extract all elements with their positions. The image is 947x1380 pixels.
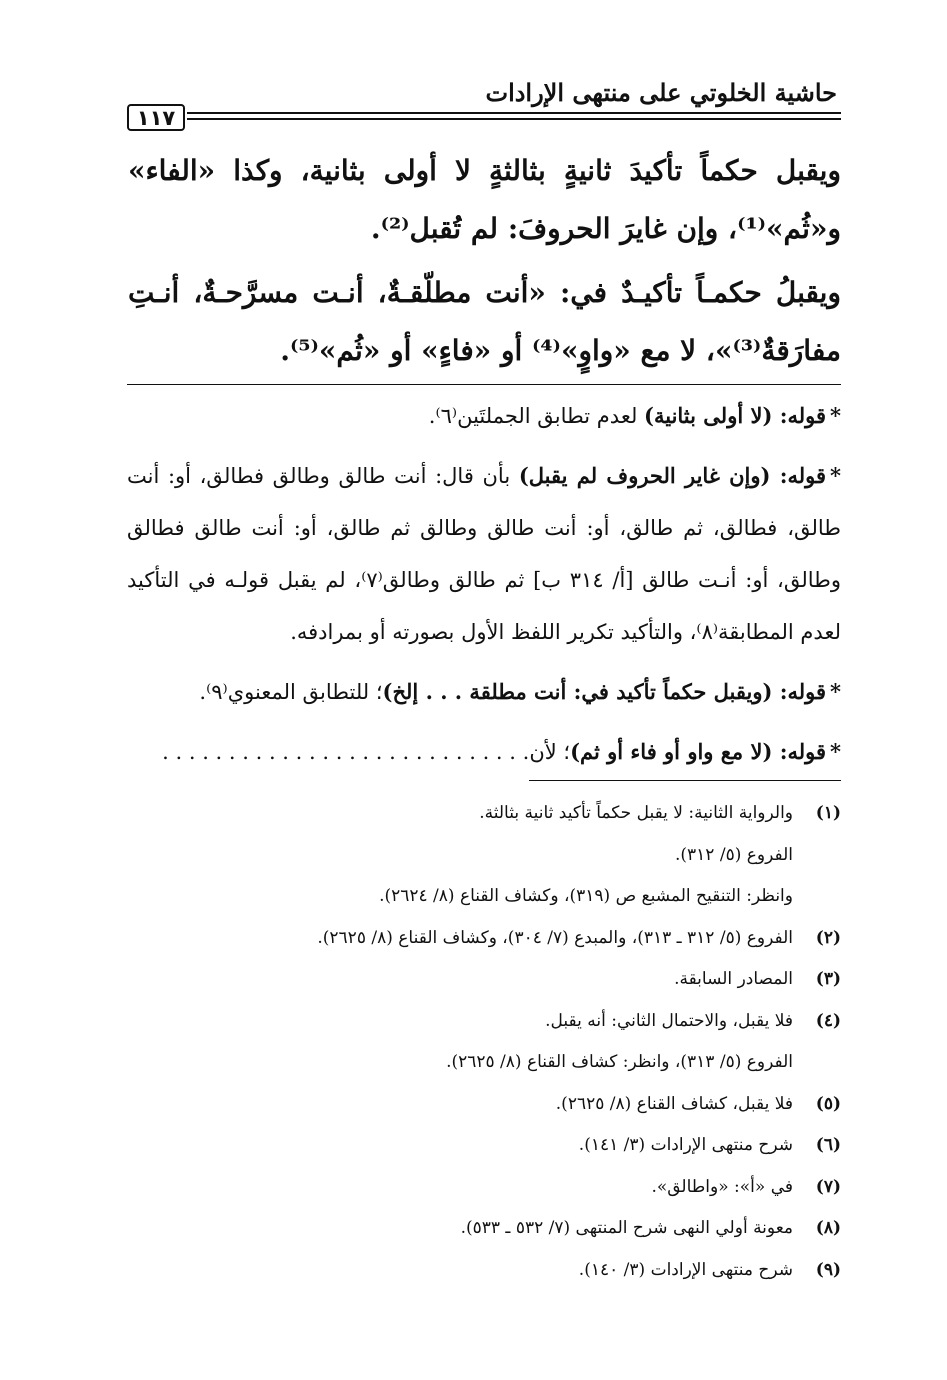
footnote-text: فلا يقبل، والاحتمال الثاني: أنه يقبل. [545, 1010, 793, 1031]
footnote-number: (٧) [815, 1176, 841, 1197]
footnote-text: والرواية الثانية: لا يقبل حكماً تأكيد ثانية بثالثة. [479, 803, 793, 823]
footnote-9 [127, 1250, 841, 1292]
footnote-number: (٨) [815, 1218, 841, 1238]
footnote-text: فلا يقبل، كشاف القناع (٨/ ٢٦٢٥). [555, 1093, 793, 1114]
commentary-lemma: قوله: (وإن غاير الحروف لم يقبل) [518, 463, 827, 488]
footnote-number: (٥) [815, 1093, 841, 1114]
footnote-text: في «أ»: «واطالق». [651, 1176, 793, 1197]
footnote-continuation: الفروع (٥/ ٣١٢). [674, 844, 793, 865]
footnote-divider [529, 780, 841, 781]
commentary-text: ؛ للتطابق المعنوي⁽٩⁾. [199, 680, 383, 704]
footnote-8 [127, 1208, 841, 1250]
section-divider [127, 384, 841, 385]
commentary-item [127, 390, 841, 442]
main-paragraph-2: ويقبلُ حكمـاً تأكيـدٌ في: «أنت مطلّقـةٌ، أنـت مسرَّحـةٌ، أنـتِ مفارَقةٌ⁽³⁾»، لا مع «واوٍ»⁽⁴⁾ أو «فاءٍ» أو «ثُم»⁽⁵⁾. [128, 276, 841, 367]
footnote-text: شرح منتهى الإرادات (٣/ ١٤١). [578, 1135, 793, 1155]
footnote-number: (٤) [815, 1010, 841, 1031]
footnote-number: (٩) [815, 1259, 841, 1280]
asterisk-marker: * [830, 463, 842, 488]
footnote-number: (٢) [815, 927, 841, 948]
header-rule-bottom [187, 118, 841, 120]
footnote-text: الفروع (٥/ ٣١٢ ـ ٣١٣)، والمبدع (٧/ ٣٠٤)، وكشاف القناع (٨/ ٢٦٢٥). [317, 927, 793, 948]
header-rule-top [187, 112, 841, 114]
footnotes [127, 793, 841, 1291]
commentary-lemma: قوله: (ويقبل حكماً تأكيد في: أنت مطلقة . . . إلخ) [382, 679, 827, 704]
footnote-continuation: وانظر: التنقيح المشبع ص (٣١٩)، وكشاف القناع (٨/ ٢٦٢٤). [379, 886, 793, 906]
footnote-number: (٣) [815, 969, 841, 989]
footnote-6 [127, 1125, 841, 1167]
page-number: ١١٧ [127, 104, 185, 131]
footnote-7 [127, 1167, 841, 1209]
commentary-text: ؛ لأن [529, 740, 571, 764]
asterisk-marker: * [830, 679, 841, 704]
commentary-text: بأن قال: أنت طالق وطالق فطالق، أو: أنت طالق، فطالق، ثم طالق، أو: أنت طالق وطالق ثم طالق، أو: أنت طالق فطالق وطالق، أو: أنـت طالق [أ/ ٣١٤ ب] ثم طالق وطالق⁽٧⁾، لم يقبل قولـه في التأكيد لعدم المطابقة⁽٨⁾، والتأكيد تكرير اللفظ الأول بصورته أو بمرادفه. [127, 464, 841, 644]
footnote-4 [127, 1001, 841, 1043]
footnote-text: معونة أولي النهى شرح المنتهى (٧/ ٥٣٢ ـ ٥٣٣). [460, 1218, 793, 1238]
commentary-item [127, 666, 841, 718]
footnote-text: المصادر السابقة. [674, 969, 793, 989]
asterisk-marker: * [830, 739, 841, 764]
footnote-2 [127, 918, 841, 960]
commentary-lemma: قوله: (لا أولى بثانية) [644, 403, 827, 428]
running-header-title: حاشية الخلوتي على منتهى الإرادات [485, 78, 837, 107]
commentary-item [127, 450, 841, 658]
footnote-5 [127, 1084, 841, 1126]
footnote-1 [127, 793, 841, 835]
commentary-text: لعدم تطابق الجملتَين⁽٦⁾. [428, 404, 645, 428]
footnote-number: (١) [815, 803, 841, 823]
footnote-3 [127, 959, 841, 1001]
commentary-lemma: قوله: (لا مع واو أو فاء أو ثم) [570, 739, 827, 764]
main-text [128, 142, 841, 386]
footnote-continuation: الفروع (٥/ ٣١٣)، وانظر: كشاف القناع (٨/ ٢٦٢٥). [446, 1052, 793, 1072]
continuation-dots: . . . . . . . . . . . . . . . . . . . . . . . . . . . . [162, 740, 530, 764]
commentary [127, 390, 841, 786]
commentary-item [127, 726, 841, 778]
main-paragraph-1: ويقبل حكماً تأكيدَ ثانيةٍ بثالثةٍ لا أولى بثانية، وكذا «الفاء» و«ثُم»⁽¹⁾، وإن غايرَ الحروفَ: لم تُقبل⁽²⁾. [128, 154, 841, 245]
asterisk-marker: * [830, 403, 841, 428]
footnote-number: (٦) [815, 1135, 841, 1155]
footnote-text: شرح منتهى الإرادات (٣/ ١٤٠). [578, 1259, 793, 1280]
